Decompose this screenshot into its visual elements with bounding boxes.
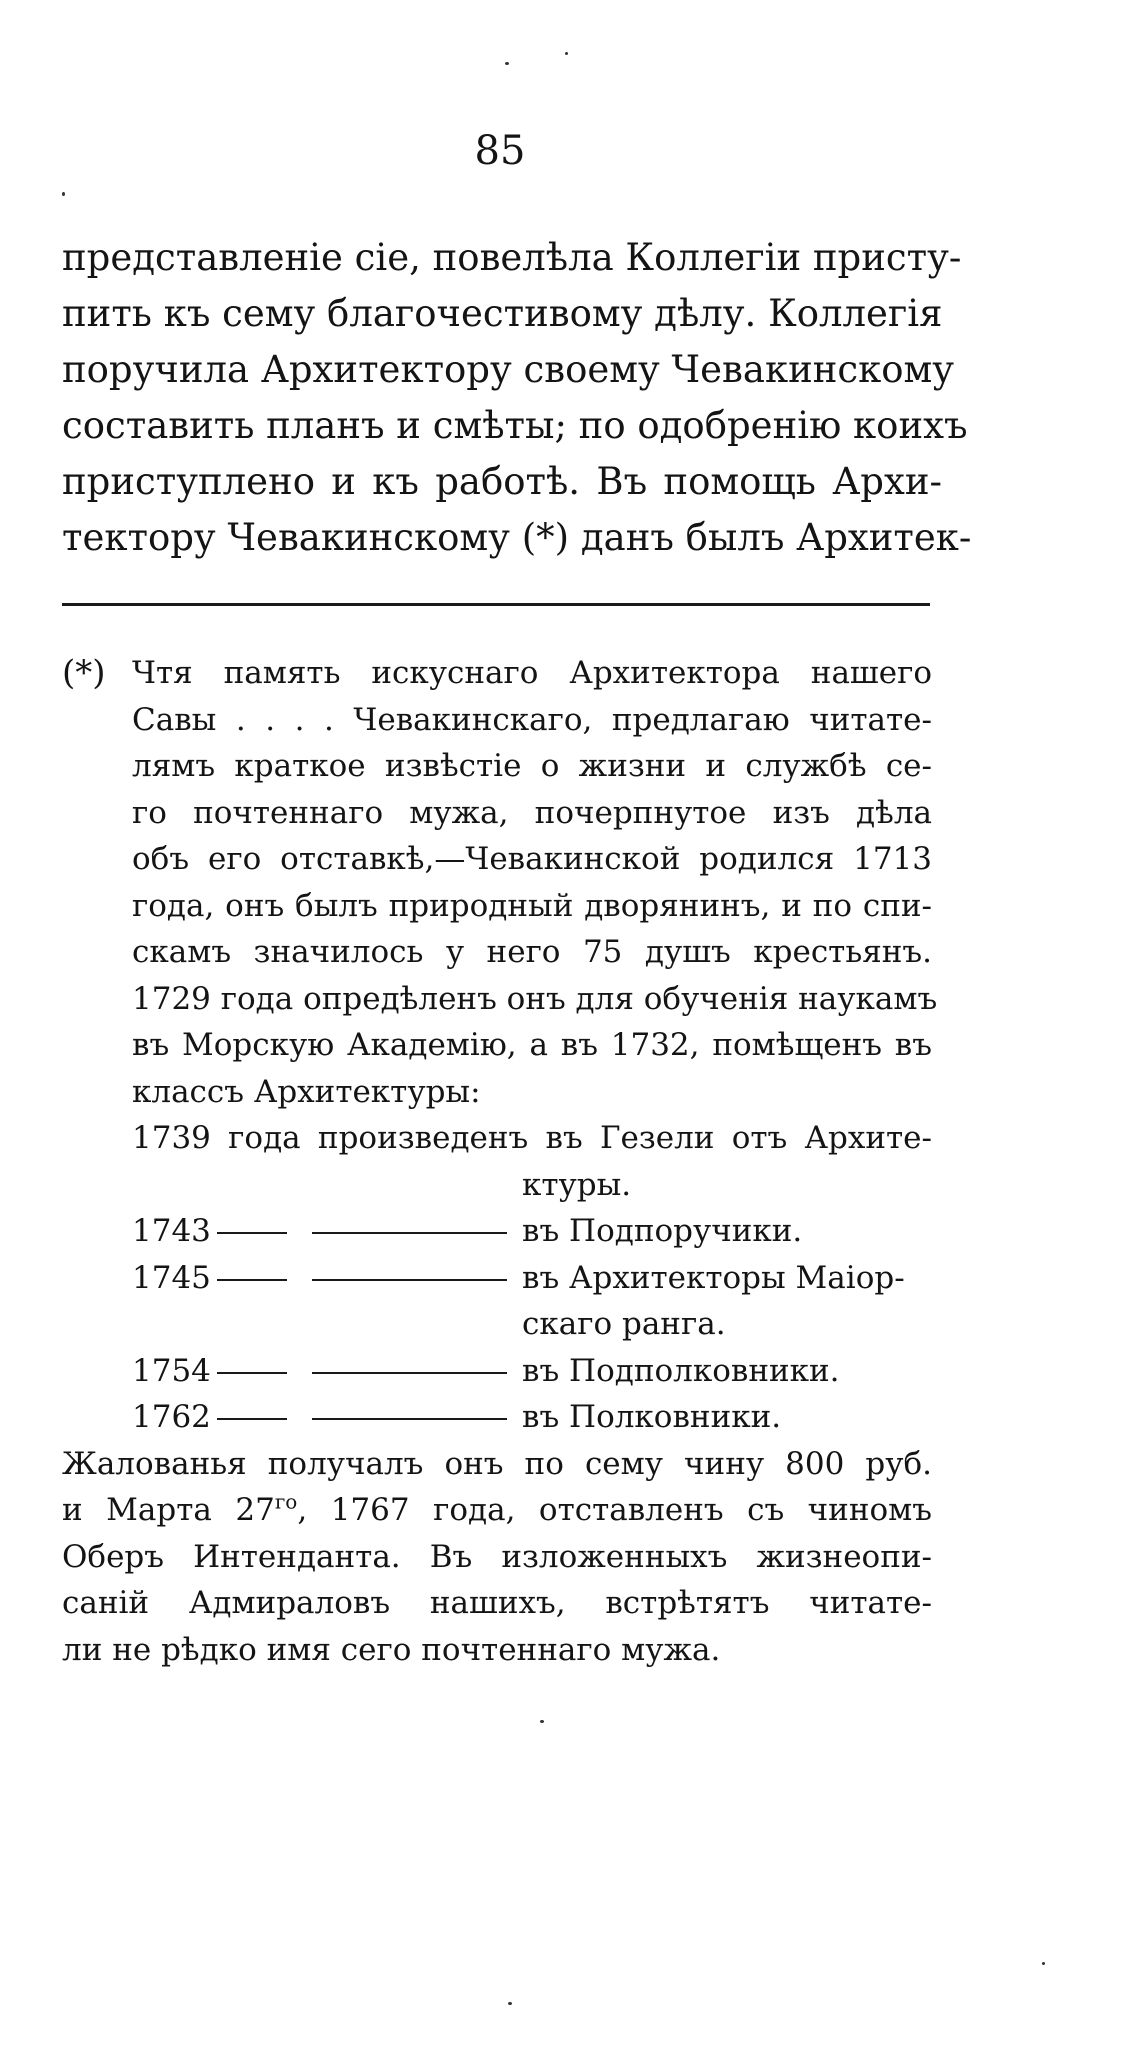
ditto-dash [217,1232,287,1234]
rank-label: въ Подпоручики. [522,1213,803,1249]
footnote-line: го почтеннаго мужа, почерпнутое изъ дѣла [132,794,932,831]
promotion-continuation: ктуры. [522,1166,632,1203]
main-text-line: представленіе сіе, повелѣла Коллегіи присту- [62,236,962,279]
promotion-line: 1739 года произведенъ въ Гезели отъ Архите- [132,1120,932,1156]
main-text-line: поручила Архитектору своему Чевакинскому [62,348,955,391]
retirement-date-line [62,1487,932,1534]
footnote-line: 1729 года опредѣленъ онъ для обученія наукамъ [132,980,938,1017]
footnote-closing [62,1441,933,1674]
page-number: 85 [474,128,526,174]
footnote-line: Савы . . . . Чевакинскаго, предлагаю читате- [132,701,932,738]
date-superscript: го [274,1489,298,1514]
date-suffix: , 1767 года, отставленъ съ чиномъ [297,1492,933,1528]
scan-speck [540,1720,544,1723]
rank-label: въ Полковники. [522,1399,782,1435]
footnote-line: года, онъ былъ природный дворянинъ, и по спи- [132,887,932,924]
scan-speck [1042,1962,1045,1965]
rank-row [132,1348,932,1395]
ditto-dash [312,1418,507,1420]
scan-speck [508,2002,512,2005]
footnote-marker: (*) [62,653,106,693]
rank-row [132,1255,932,1302]
rank-row [132,1208,932,1255]
rank-label: въ Архитекторы Маіор- [522,1259,905,1296]
footnote-line: ли не рѣдко имя сего почтеннаго мужа. [62,1631,721,1668]
footnote-line: Оберъ Интенданта. Въ изложенныхъ жизнеопи- [62,1538,932,1575]
footnote-line: классъ Архитектуры: [132,1073,481,1110]
scan-speck [62,192,65,196]
rank-year: 1745 [132,1259,211,1296]
ditto-dash [312,1232,507,1234]
footnote-line: объ его отставкѣ,—Чевакинской родился 1713 [132,841,932,877]
ditto-dash [217,1279,287,1281]
ditto-dash [312,1372,507,1374]
footnote-divider [62,603,930,606]
ditto-dash [217,1418,287,1420]
main-text-line: тектору Чевакинскому (*) данъ былъ Архитек- [62,516,972,559]
footnote-line: скамъ значилось у него 75 душъ крестьянъ. [132,934,932,970]
scan-speck [505,62,509,65]
main-text [62,230,972,566]
rank-year: 1743 [132,1213,211,1249]
rank-row [132,1394,932,1441]
ditto-dash [217,1372,287,1374]
main-text-line: пить къ сему благочестивому дѣлу. Коллегія [62,292,943,335]
date-prefix: и Марта 27 [62,1492,275,1528]
footnote-line: въ Морскую Академію, а въ 1732, помѣщенъ въ [132,1027,932,1063]
footnote-line: Чтя память искуснаго Архитектора нашего [132,655,932,691]
ditto-dash [312,1279,507,1281]
rank-year: 1762 [132,1399,211,1435]
salary-line: Жалованья получалъ онъ по сему чину 800 руб. [62,1445,932,1482]
footnote-body [62,650,938,1673]
footnote-line: лямъ краткое извѣстіе о жизни и службѣ се- [132,748,932,784]
rank-label: въ Подполковники. [522,1352,840,1389]
rank-year: 1754 [132,1352,211,1389]
main-text-line: приступлено и къ работѣ. Въ помощь Архи- [62,460,942,503]
main-text-line: составить планъ и смѣты; по одобренію коихъ [62,404,968,447]
scan-speck [565,52,568,55]
footnote-line: саній Адмираловъ нашихъ, встрѣтятъ читате- [62,1585,932,1621]
rank-continuation: скаго ранга. [522,1306,726,1342]
